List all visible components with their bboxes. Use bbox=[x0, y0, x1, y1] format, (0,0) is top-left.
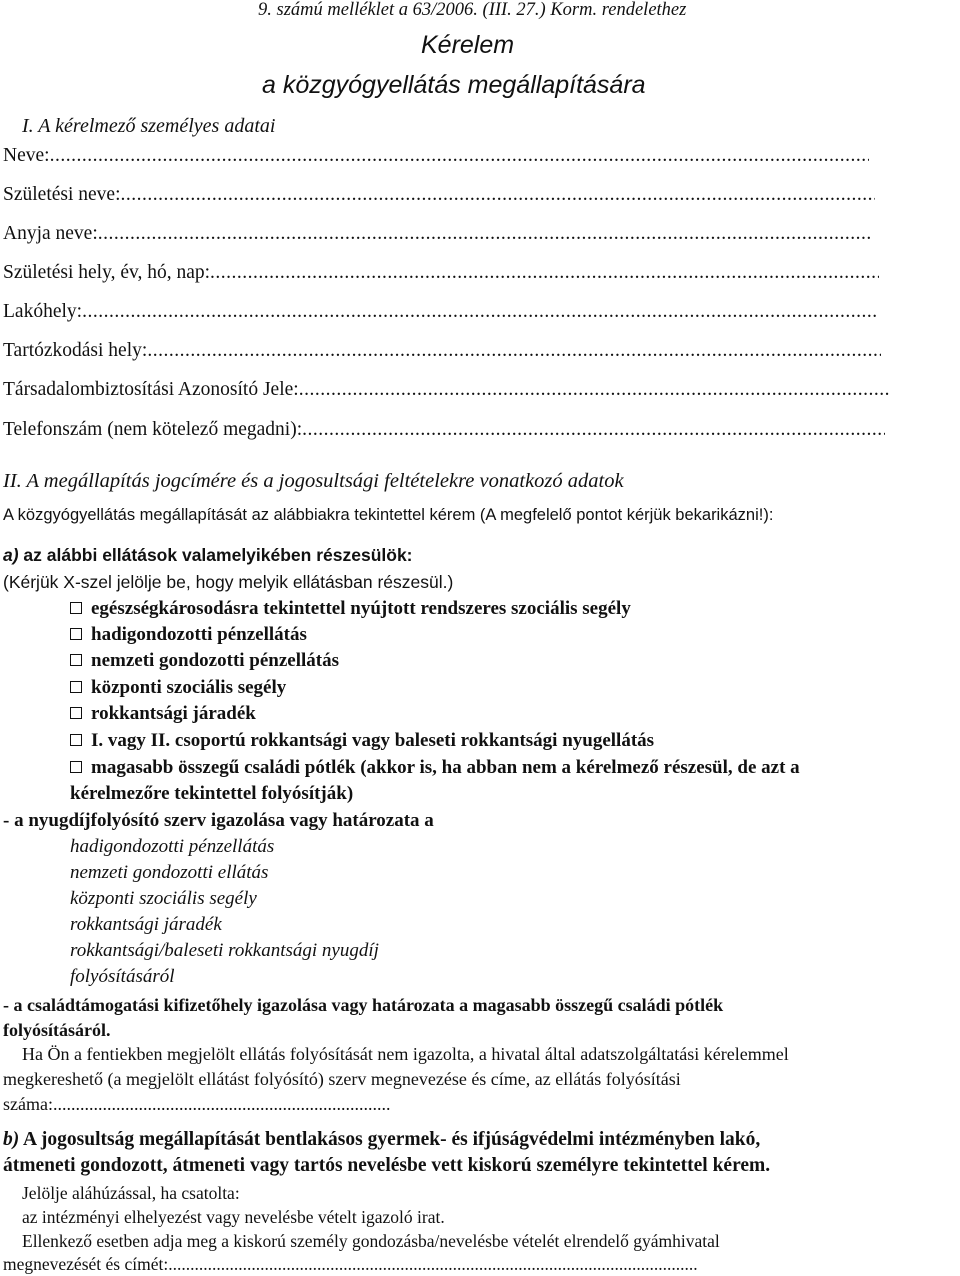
section2-heading: II. A megállapítás jogcímére és a jogosultsági feltételekre vonatkozó adatok bbox=[3, 470, 624, 492]
phone-label: Telefonszám (nem kötelező megadni): bbox=[3, 419, 303, 440]
checkbox[interactable] bbox=[70, 734, 82, 746]
stay-address-value[interactable] bbox=[147, 340, 881, 362]
taj-value[interactable] bbox=[299, 379, 891, 401]
checkbox[interactable] bbox=[70, 602, 82, 614]
option-disability-annuity[interactable] bbox=[70, 703, 256, 725]
option-label: hadigondozotti pénzellátás bbox=[91, 624, 307, 645]
pension-item: rokkantsági járadék bbox=[70, 914, 222, 935]
birth-name-value[interactable] bbox=[121, 184, 875, 206]
option-label: egészségkárosodásra tekintettel nyújtott rendszeres szociális segély bbox=[91, 598, 631, 619]
stay-address-label: Tartózkodási hely: bbox=[3, 340, 148, 361]
checkbox[interactable] bbox=[70, 628, 82, 640]
option-b-heading bbox=[3, 1129, 955, 1151]
guardianship-line: Ellenkező esetben adja meg a kiskorú személy gondozásba/nevelésbe vételét elrendelő gyámhivatal bbox=[22, 1231, 720, 1251]
folyositasi-szam-field[interactable]: száma:........................................................................... bbox=[3, 1094, 391, 1114]
option-family-allowance-cont: kérelmezőre tekintettel folyósítják) bbox=[70, 783, 354, 804]
family-certificate-line-end: folyósításáról. bbox=[3, 1020, 111, 1040]
option-label: magasabb összegű családi pótlék (akkor is, ha abban nem a kérelmező részesül, de azt a bbox=[91, 757, 800, 778]
attachment-item[interactable]: az intézményi elhelyezést vagy nevelésbe vételt igazoló irat. bbox=[22, 1207, 445, 1227]
phone-value[interactable] bbox=[302, 419, 885, 441]
pension-item: nemzeti gondozotti ellátás bbox=[70, 862, 269, 883]
option-central-social-aid[interactable] bbox=[70, 677, 286, 699]
annex-reference: 9. számú melléklet a 63/2006. (III. 27.) Korm. rendelethez bbox=[258, 0, 687, 20]
mother-name-value[interactable] bbox=[98, 223, 873, 245]
birth-place-date-value[interactable] bbox=[210, 262, 879, 284]
checkbox[interactable] bbox=[70, 654, 82, 666]
option-a-text: az alábbi ellátások valamelyikében részesülök: bbox=[18, 545, 413, 565]
paragraph-line: Ha Ön a fentiekben megjelölt ellátás folyósítását nem igazolta, a hivatal által adatszolgáltatási kérelemmel bbox=[22, 1044, 789, 1064]
checkbox[interactable] bbox=[70, 681, 82, 693]
birth-place-date-field[interactable] bbox=[3, 262, 879, 284]
option-a-heading bbox=[3, 545, 413, 566]
option-war-care[interactable] bbox=[70, 624, 307, 646]
taj-label: Társadalombiztosítási Azonosító Jele: bbox=[3, 379, 299, 400]
phone-field[interactable] bbox=[3, 419, 885, 441]
option-b-text: A jogosultság megállapítását bentlakásos gyermek- és ifjúságvédelmi intézményben lakó, bbox=[19, 1129, 761, 1150]
family-certificate-line: - a családtámogatási kifizetőhely igazolása vagy határozata a magasabb összegű családi pótlék bbox=[3, 995, 724, 1015]
taj-field[interactable] bbox=[3, 379, 891, 401]
form-title: Kérelem bbox=[421, 31, 515, 59]
option-health-damage[interactable] bbox=[70, 598, 631, 620]
residence-label: Lakóhely: bbox=[3, 301, 83, 322]
paragraph-line: megkereshető (a megjelölt ellátást folyósító) szerv megnevezése és címe, az ellátás folyósítási bbox=[3, 1069, 681, 1089]
option-label: nemzeti gondozotti pénzellátás bbox=[91, 650, 340, 671]
pension-item: hadigondozotti pénzellátás bbox=[70, 836, 275, 857]
option-a-letter: a) bbox=[3, 545, 19, 565]
section2-intro: A közgyógyellátás megállapítását az alábbiakra tekintettel kérem (A megfelelő pontot kérjük bekarikázni!): bbox=[3, 506, 774, 524]
option-b-text-cont: átmeneti gondozott, átmeneti vagy tartós nevelésbe vett kiskorú személyre tekintettel kérem. bbox=[3, 1155, 771, 1176]
checkbox[interactable] bbox=[70, 761, 82, 773]
option-national-care[interactable] bbox=[70, 650, 339, 672]
residence-field[interactable] bbox=[3, 301, 877, 323]
name-value[interactable] bbox=[50, 145, 869, 167]
section1-heading: I. A kérelmező személyes adatai bbox=[22, 115, 276, 137]
residence-value[interactable] bbox=[82, 301, 877, 323]
option-family-allowance[interactable] bbox=[70, 757, 800, 779]
birth-place-date-label: Születési hely, év, hó, nap: bbox=[3, 262, 211, 283]
option-disability-pension[interactable] bbox=[70, 730, 654, 752]
option-label: I. vagy II. csoportú rokkantsági vagy baleseti rokkantsági nyugellátás bbox=[91, 730, 655, 751]
option-label: rokkantsági járadék bbox=[91, 703, 256, 724]
option-label: központi szociális segély bbox=[91, 677, 287, 698]
option-a-instruction: (Kérjük X-szel jelölje be, hogy melyik ellátásban részesül.) bbox=[3, 572, 454, 592]
option-b-letter: b) bbox=[3, 1129, 20, 1150]
mother-name-label: Anyja neve: bbox=[3, 223, 98, 244]
mother-name-field[interactable] bbox=[3, 223, 873, 245]
name-field[interactable] bbox=[3, 145, 869, 167]
attachment-instruction: Jelölje aláhúzással, ha csatolta: bbox=[22, 1183, 240, 1203]
name-label: Neve: bbox=[3, 145, 50, 166]
stay-address-field[interactable] bbox=[3, 340, 881, 362]
pension-item: központi szociális segély bbox=[70, 888, 257, 909]
birth-name-label: Születési neve: bbox=[3, 184, 121, 205]
pension-item: rokkantsági/baleseti rokkantsági nyugdíj bbox=[70, 940, 379, 961]
guardianship-office-field[interactable]: megnevezését és címét:......................................................................................................................... bbox=[3, 1254, 698, 1274]
form-subtitle: a közgyógyellátás megállapítására bbox=[262, 71, 646, 99]
checkbox[interactable] bbox=[70, 707, 82, 719]
pension-item: folyósításáról bbox=[70, 966, 175, 987]
pension-certificate-line: - a nyugdíjfolyósító szerv igazolása vagy határozata a bbox=[3, 810, 434, 831]
birth-name-field[interactable] bbox=[3, 184, 875, 206]
